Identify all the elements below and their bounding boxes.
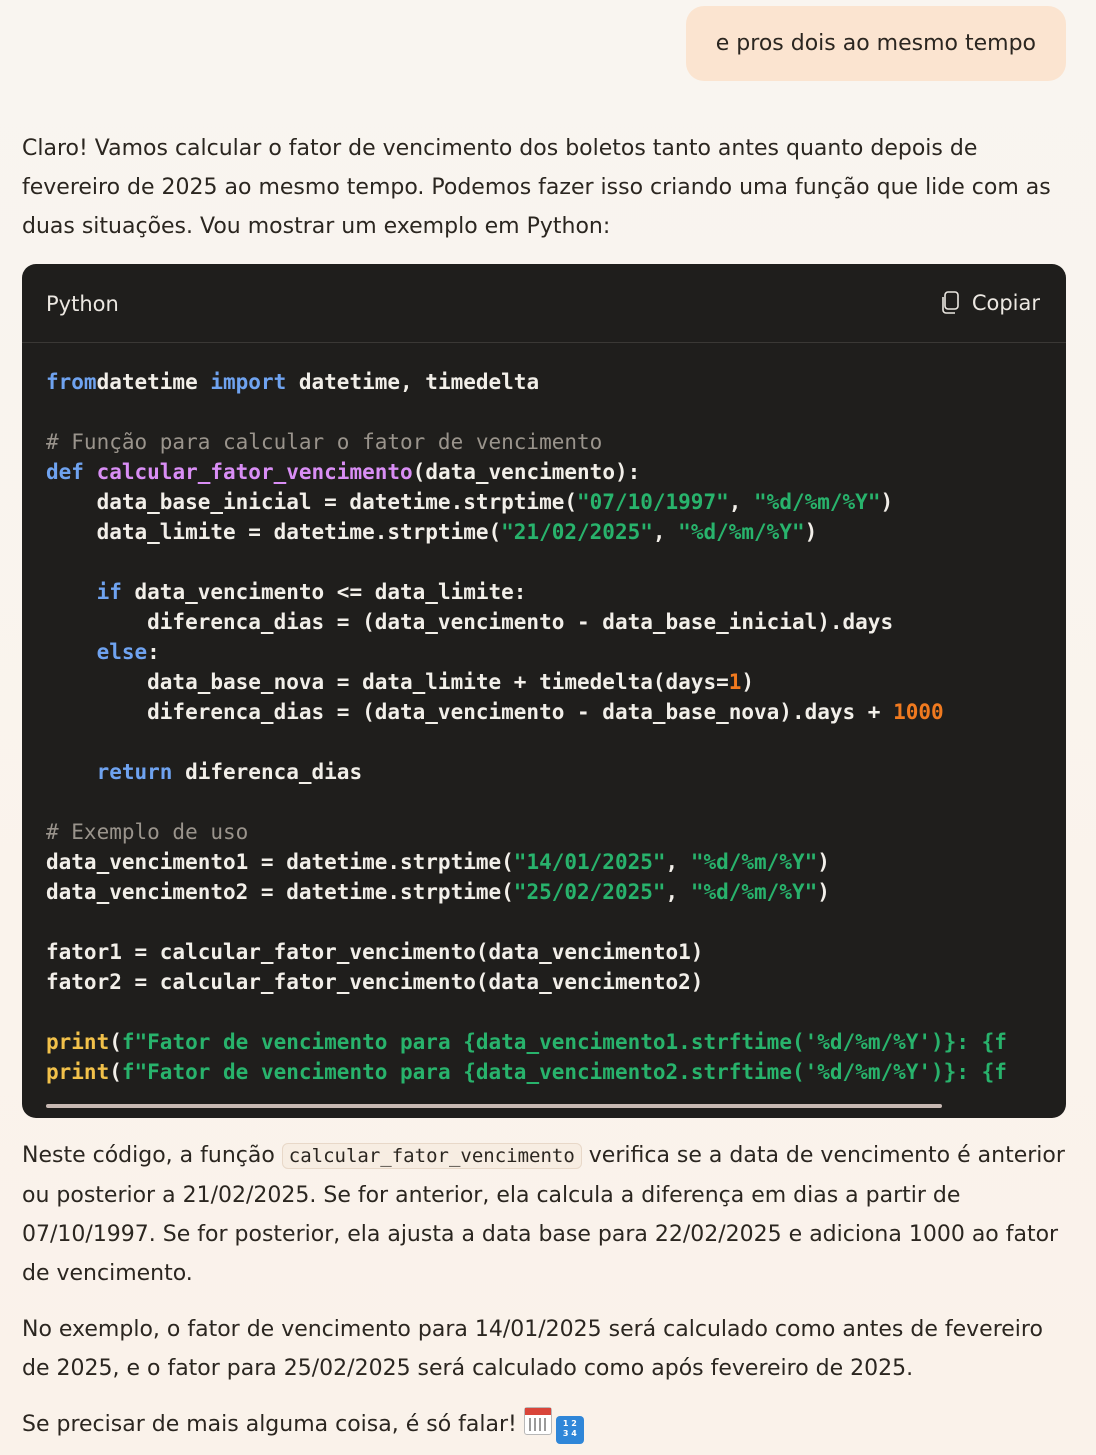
code-token: data_vencimento2 = datetime.strptime( bbox=[46, 880, 514, 904]
code-line bbox=[46, 967, 1066, 997]
code-token bbox=[84, 460, 97, 484]
code-token: data_vencimento1 = datetime.strptime( bbox=[46, 850, 514, 874]
code-line bbox=[46, 817, 1066, 847]
code-token: : bbox=[147, 640, 160, 664]
input-numbers-emoji-icon bbox=[556, 1416, 584, 1444]
code-token: ) bbox=[817, 850, 830, 874]
code-token: else bbox=[96, 640, 148, 664]
user-message-text: e pros dois ao mesmo tempo bbox=[715, 31, 1036, 56]
assistant-example-text: No exemplo, o fator de vencimento para 14/01/2025 será calculado como antes de fevereiro de 2025, e o fator para 25/02/2025 será calculado como após fevereiro de 2025. bbox=[22, 1317, 1043, 1381]
code-token: return bbox=[96, 760, 173, 784]
copy-icon bbox=[940, 291, 960, 315]
copy-button-label: Copiar bbox=[971, 291, 1040, 315]
code-line bbox=[46, 367, 1066, 397]
code-token: diferenca_dias = (data_vencimento - data_base_inicial).days bbox=[46, 610, 894, 634]
code-token: diferenca_dias = (data_vencimento - data_base_nova).days + bbox=[46, 700, 894, 724]
code-token: diferenca_dias bbox=[172, 760, 363, 784]
code-language-label: Python bbox=[46, 292, 119, 316]
code-token: "25/02/2025" bbox=[513, 880, 666, 904]
code-token: ) bbox=[817, 880, 830, 904]
code-token: datetime bbox=[96, 370, 211, 394]
copy-code-button[interactable] bbox=[940, 264, 1040, 342]
code-token: 1000 bbox=[893, 700, 944, 724]
code-token: "14/01/2025" bbox=[513, 850, 666, 874]
code-line bbox=[46, 487, 1066, 517]
calendar-emoji-icon bbox=[524, 1407, 552, 1435]
code-token: (data_vencimento): bbox=[412, 460, 641, 484]
code-line bbox=[46, 937, 1066, 967]
inline-code-function-name: calcular_fator_vencimento bbox=[282, 1143, 582, 1169]
code-line bbox=[46, 457, 1066, 487]
code-line bbox=[46, 727, 1066, 757]
code-token: ( bbox=[109, 1030, 122, 1054]
code-token: f"Fator de vencimento para {data_vencimento2.strftime('%d/%m/%Y')}: {f bbox=[121, 1060, 1007, 1084]
code-line bbox=[46, 1027, 1066, 1057]
assistant-explanation-text bbox=[22, 1136, 1068, 1293]
code-token: fator2 = calcular_fator_vencimento(data_vencimento2) bbox=[46, 970, 704, 994]
code-line bbox=[46, 607, 1066, 637]
input-numbers-glyph: 1 2 3 4 bbox=[562, 1419, 577, 1438]
code-token: datetime, timedelta bbox=[286, 370, 540, 394]
code-token bbox=[46, 580, 97, 604]
code-token: # Função para calcular o fator de vencimento bbox=[46, 430, 603, 454]
code-line bbox=[46, 427, 1066, 457]
code-token: f"Fator de vencimento para {data_vencimento1.strftime('%d/%m/%Y')}: {f bbox=[121, 1030, 1007, 1054]
code-token: ) bbox=[880, 490, 894, 514]
code-horizontal-scrollbar[interactable] bbox=[46, 1104, 942, 1108]
code-token: def bbox=[46, 460, 84, 484]
code-line bbox=[46, 787, 1066, 817]
code-token bbox=[46, 760, 97, 784]
code-token: ( bbox=[109, 1060, 122, 1084]
code-line bbox=[46, 697, 1066, 727]
code-line bbox=[46, 397, 1066, 427]
code-line bbox=[46, 667, 1066, 697]
assistant-closing bbox=[22, 1405, 1068, 1444]
code-token: ) bbox=[804, 520, 818, 544]
code-token: data_base_inicial = datetime.strptime( bbox=[46, 490, 578, 514]
code-token: ) bbox=[741, 670, 755, 694]
code-line bbox=[46, 547, 1066, 577]
assistant-intro-text: Claro! Vamos calcular o fator de vencimento dos boletos tanto antes quanto depois de fevereiro de 2025 ao mesmo tempo. Podemos fazer isso criando uma função que lide com as duas situações. Vou mostrar um exemplo em Python: bbox=[22, 136, 1051, 239]
code-token: "07/10/1997" bbox=[577, 490, 729, 514]
code-token: data_vencimento <= data_limite: bbox=[121, 580, 527, 604]
explanation-after: verifica se a data de vencimento é anterior ou posterior a 21/02/2025. Se for anterior, ela calcula a diferença em dias a partir de 07/10/1997. Se for posterior, ela ajusta a data base para 22/02/2025 e adiciona 1000 ao fator de vencimento. bbox=[22, 1143, 1065, 1286]
code-token: import bbox=[210, 370, 287, 394]
code-token: data_limite = datetime.strptime( bbox=[46, 520, 502, 544]
code-line bbox=[46, 517, 1066, 547]
code-token: from bbox=[46, 370, 97, 394]
code-line bbox=[46, 637, 1066, 667]
code-line bbox=[46, 1057, 1066, 1087]
code-token: if bbox=[96, 580, 122, 604]
code-token: "21/02/2025" bbox=[501, 520, 653, 544]
code-block-header bbox=[22, 264, 1066, 343]
user-message-bubble bbox=[686, 6, 1066, 81]
code-token: "%d/%m/%Y" bbox=[678, 520, 805, 544]
code-token: fator1 = calcular_fator_vencimento(data_vencimento1) bbox=[46, 940, 704, 964]
code-line bbox=[46, 847, 1066, 877]
code-line bbox=[46, 577, 1066, 607]
code-token: , bbox=[665, 880, 691, 904]
code-token: # Exemplo de uso bbox=[46, 820, 249, 844]
code-line bbox=[46, 757, 1066, 787]
code-token: data_base_nova = data_limite + timedelta(days= bbox=[46, 670, 729, 694]
code-line bbox=[46, 907, 1066, 937]
code-token: "%d/%m/%Y" bbox=[754, 490, 881, 514]
code-token: calcular_fator_vencimento bbox=[96, 460, 413, 484]
code-content[interactable] bbox=[46, 367, 1066, 1087]
code-token: 1 bbox=[728, 670, 742, 694]
code-token: , bbox=[728, 490, 755, 514]
code-token: , bbox=[652, 520, 679, 544]
code-token: "%d/%m/%Y" bbox=[690, 880, 818, 904]
code-token: print bbox=[46, 1060, 110, 1084]
code-line bbox=[46, 997, 1066, 1027]
explanation-before: Neste código, a função bbox=[22, 1143, 275, 1168]
assistant-closing-text: Se precisar de mais alguma coisa, é só falar! bbox=[22, 1412, 517, 1437]
code-token: , bbox=[665, 850, 691, 874]
code-token: "%d/%m/%Y" bbox=[690, 850, 818, 874]
code-token: print bbox=[46, 1030, 110, 1054]
code-token bbox=[46, 640, 97, 664]
code-line bbox=[46, 877, 1066, 907]
code-block bbox=[22, 264, 1066, 1118]
